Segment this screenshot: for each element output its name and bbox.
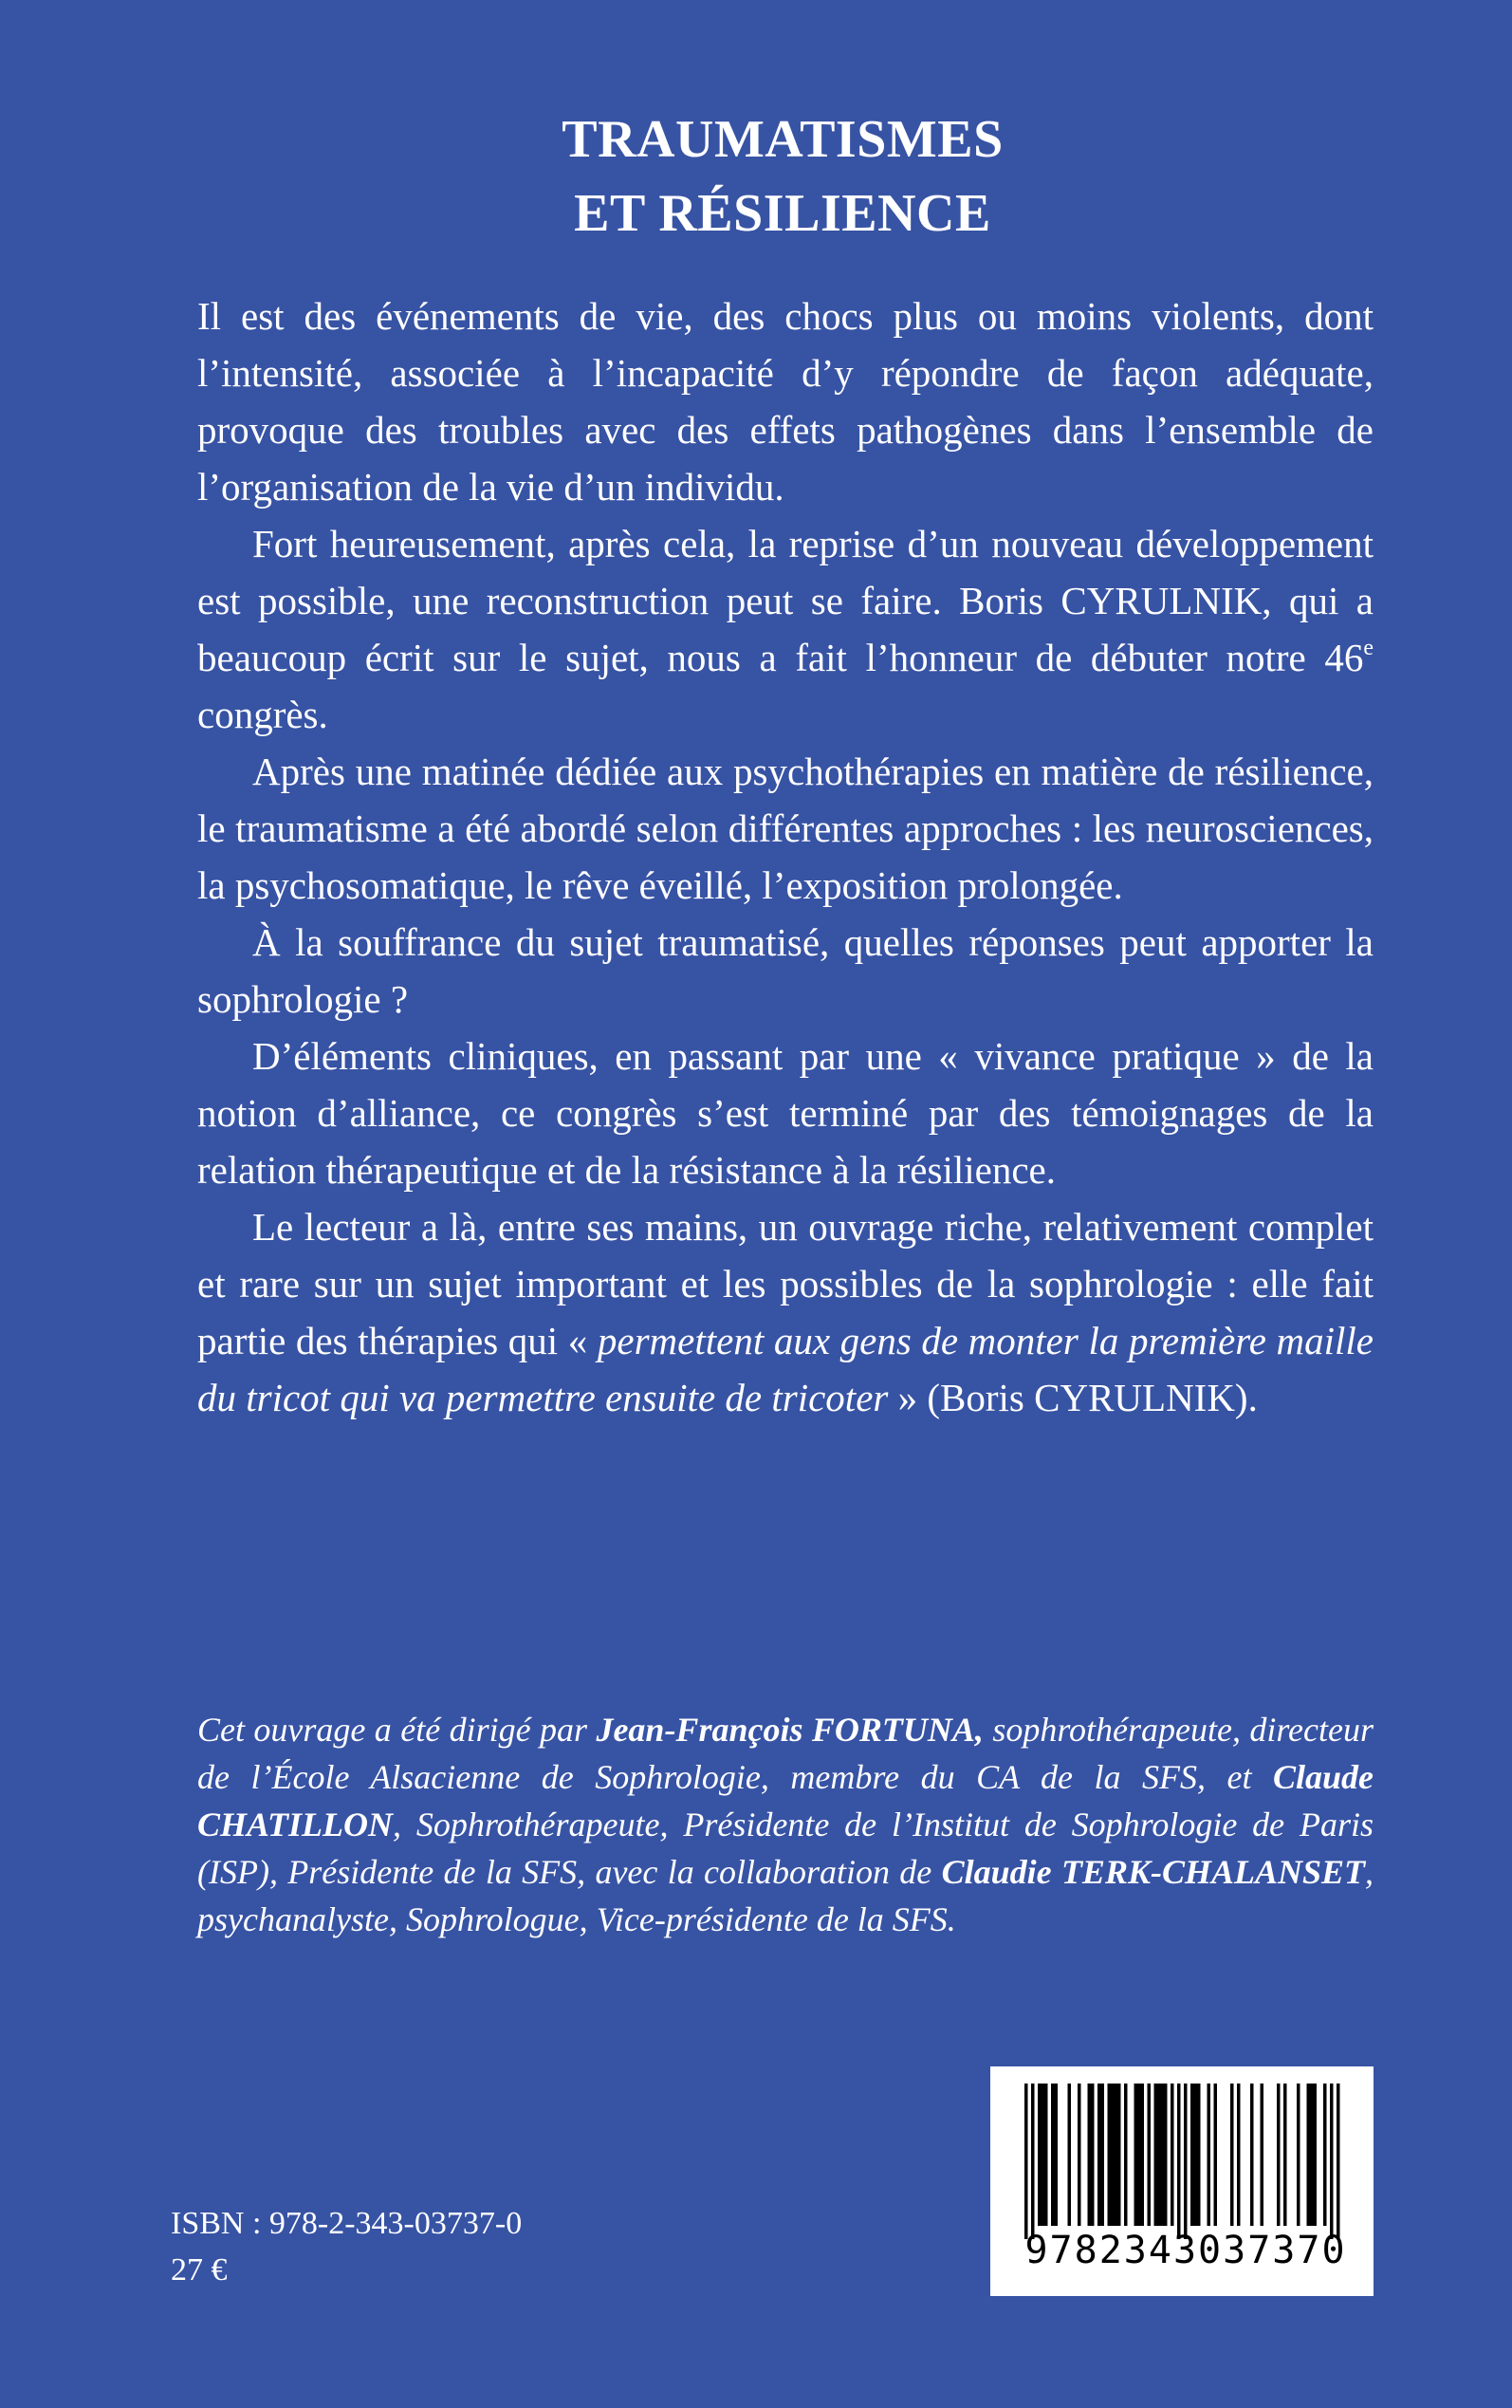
barcode-bar-29 xyxy=(1190,2084,1194,2226)
barcode-bar-31 xyxy=(1197,2084,1201,2226)
title-line-2: ET RÉSILIENCE xyxy=(574,184,991,243)
blurb-paragraph-5: D’éléments cliniques, en passant par une « vivance pratique » de la notion d’alliance, ce congrès s’est terminé par des témoignages de la relation thérapeutique et de la résistance à la résilience. xyxy=(197,1034,1374,1192)
barcode-bar-45 xyxy=(1330,2084,1334,2239)
barcode-bar-26 xyxy=(1171,2084,1174,2226)
barcode-bar-28 xyxy=(1184,2084,1188,2239)
barcode-bar-46 xyxy=(1337,2084,1340,2239)
price: 27 € xyxy=(171,2252,228,2288)
barcode-bar-6 xyxy=(1055,2084,1059,2226)
barcode-bar-42 xyxy=(1310,2084,1314,2226)
barcode-bar-41 xyxy=(1307,2084,1311,2226)
title-line-1: TRAUMATISMES xyxy=(562,110,1004,169)
barcode-bar-4 xyxy=(1044,2084,1048,2226)
blurb-paragraph-4: À la souffrance du sujet traumatisé, quelles réponses peut apporter la sophrologie ? xyxy=(197,920,1374,1021)
blurb-paragraph-1: Il est des événements de vie, des chocs plus ou moins violents, dont l’intensité, associée à l’incapacité d’y répondre de façon adéquate, provoque des troubles avec des effets pathogènes dans l’ensemble de l’organisation de la vie d’un individu. xyxy=(197,294,1374,509)
book-title xyxy=(0,102,1512,250)
editor-name-3: Claudie TERK-CHALANSET xyxy=(941,1853,1365,1891)
barcode-bar-44 xyxy=(1323,2084,1327,2226)
editors-credits xyxy=(197,1706,1374,1943)
barcode-bar-40 xyxy=(1297,2084,1300,2226)
barcode-bar-37 xyxy=(1261,2084,1264,2226)
barcode-bar-22 xyxy=(1154,2084,1158,2226)
barcode-bar-34 xyxy=(1230,2084,1234,2226)
barcode-bar-3 xyxy=(1042,2084,1045,2226)
barcode-bar-18 xyxy=(1134,2084,1138,2226)
barcode xyxy=(990,2066,1374,2296)
barcode-bar-2 xyxy=(1038,2084,1042,2226)
barcode-bar-8 xyxy=(1078,2084,1081,2226)
blurb-paragraph-2-text: Fort heureusement, après cela, la reprise d’un nouveau développement est possible, une reconstruction peut se faire. Boris CYRULNIK, qui a beaucoup écrit sur le sujet, nous a fait l’honneur de débuter notre 46 xyxy=(197,522,1374,679)
blurb-paragraph-6-text: Le lecteur a là, entre ses mains, un ouvrage riche, relativement complet et rare sur un sujet important et les possibles de la sophrologie : elle fait partie des thérapies qui « xyxy=(197,1205,1374,1362)
barcode-bar-12 xyxy=(1101,2084,1105,2226)
blurb-paragraph-2-end: congrès. xyxy=(197,693,328,736)
credits-text-2: sophrothérapeute, directeur de l’École Alsacienne de Sophrologie, membre du CA de la SFS, et xyxy=(197,1711,1374,1796)
barcode-bar-1 xyxy=(1031,2084,1035,2239)
barcode-bar-14 xyxy=(1111,2084,1115,2226)
barcode-bar-24 xyxy=(1161,2084,1165,2226)
barcode-bar-17 xyxy=(1124,2084,1128,2226)
barcode-bar-11 xyxy=(1097,2084,1101,2226)
barcode-bar-5 xyxy=(1051,2084,1055,2226)
barcode-bar-35 xyxy=(1237,2084,1241,2226)
cyrulnik-quote: permettent aux gens de monter la première maille du tricot qui va permettre ensuite de tricoter xyxy=(197,1319,1374,1419)
barcode-bar-38 xyxy=(1277,2084,1281,2226)
barcode-bar-20 xyxy=(1141,2084,1145,2226)
editor-name-1: Jean-François FORTUNA, xyxy=(596,1711,984,1749)
barcode-bar-39 xyxy=(1283,2084,1287,2226)
isbn-number: ISBN : 978-2-343-03737-0 xyxy=(171,2206,523,2241)
barcode-digits: 9782343037370 xyxy=(1024,2229,1347,2272)
barcode-bar-43 xyxy=(1314,2084,1318,2226)
barcode-bar-0 xyxy=(1024,2084,1028,2239)
barcode-bar-15 xyxy=(1115,2084,1118,2226)
barcode-bar-13 xyxy=(1108,2084,1112,2226)
blurb-paragraph-3: Après une matinée dédiée aux psychothérapies en matière de résilience, le traumatisme a été abordé selon différentes approches : les neurosciences, la psychosomatique, le rêve éveillé, l’exposition prolongée. xyxy=(197,750,1374,907)
barcode-bar-19 xyxy=(1137,2084,1141,2226)
barcode-bar-30 xyxy=(1194,2084,1198,2226)
credits-text-3: , Sophrothérapeute, Présidente de l’Institut de Sophrologie de Paris (ISP), Présidente de la SFS, avec la collaboration de xyxy=(197,1806,1374,1891)
barcode-bar-33 xyxy=(1214,2084,1218,2226)
barcode-bar-9 xyxy=(1088,2084,1092,2226)
ordinal-superscript: e xyxy=(1363,636,1374,661)
blurb-paragraph-6 xyxy=(197,1198,1374,1426)
blurb-paragraph-6-end: » (Boris CYRULNIK). xyxy=(888,1376,1258,1419)
credits-text-4: , psychanalyste, Sophrologue, Vice-présidente de la SFS. xyxy=(197,1853,1374,1938)
barcode-bar-27 xyxy=(1177,2084,1181,2239)
credits-text-1: Cet ouvrage a été dirigé par xyxy=(197,1711,597,1749)
barcode-bar-16 xyxy=(1117,2084,1121,2226)
barcode-bar-23 xyxy=(1157,2084,1161,2226)
barcode-bar-21 xyxy=(1148,2084,1152,2226)
blurb xyxy=(197,287,1374,1426)
barcode-bar-10 xyxy=(1091,2084,1095,2226)
barcode-bar-36 xyxy=(1250,2084,1254,2226)
editor-name-2: Claude CHATILLON xyxy=(197,1758,1374,1843)
barcode-bar-25 xyxy=(1164,2084,1168,2226)
blurb-paragraph-2 xyxy=(197,515,1374,743)
barcode-bar-7 xyxy=(1068,2084,1072,2226)
barcode-bar-32 xyxy=(1208,2084,1211,2226)
